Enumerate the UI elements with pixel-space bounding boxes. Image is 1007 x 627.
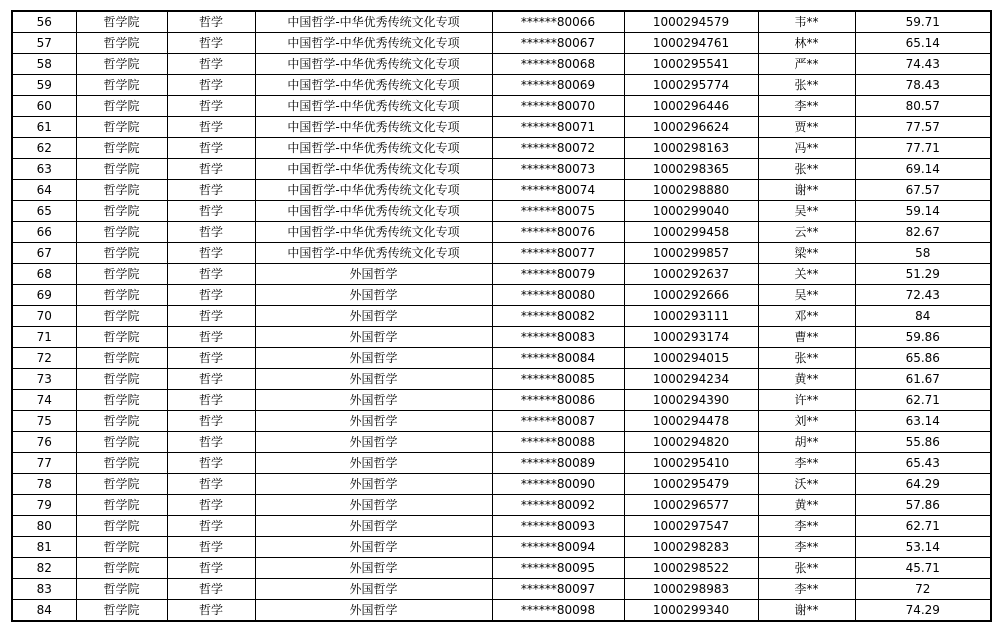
- research-direction-cell: 外国哲学: [255, 453, 492, 474]
- score-cell: 72: [855, 579, 991, 600]
- serial-number-cell: 73: [12, 369, 76, 390]
- masked-id-cell: ******80075: [492, 201, 624, 222]
- serial-number-cell: 68: [12, 264, 76, 285]
- college-cell: 哲学院: [76, 285, 167, 306]
- table-row: [12, 201, 991, 222]
- college-cell: 哲学院: [76, 264, 167, 285]
- exam-number-cell: 1000294579: [624, 11, 758, 33]
- subject-cell: 哲学: [167, 495, 255, 516]
- research-direction-cell: 中国哲学-中华优秀传统文化专项: [255, 54, 492, 75]
- table-row: [12, 138, 991, 159]
- table-row: [12, 600, 991, 622]
- subject-cell: 哲学: [167, 453, 255, 474]
- serial-number-cell: 62: [12, 138, 76, 159]
- exam-number-cell: 1000298522: [624, 558, 758, 579]
- score-cell: 80.57: [855, 96, 991, 117]
- college-cell: 哲学院: [76, 117, 167, 138]
- college-cell: 哲学院: [76, 516, 167, 537]
- table-row: [12, 558, 991, 579]
- subject-cell: 哲学: [167, 33, 255, 54]
- score-cell: 82.67: [855, 222, 991, 243]
- score-cell: 62.71: [855, 390, 991, 411]
- masked-id-cell: ******80076: [492, 222, 624, 243]
- serial-number-cell: 71: [12, 327, 76, 348]
- candidate-name-cell: 林**: [758, 33, 855, 54]
- college-cell: 哲学院: [76, 11, 167, 33]
- serial-number-cell: 63: [12, 159, 76, 180]
- college-cell: 哲学院: [76, 348, 167, 369]
- serial-number-cell: 69: [12, 285, 76, 306]
- college-cell: 哲学院: [76, 243, 167, 264]
- serial-number-cell: 67: [12, 243, 76, 264]
- college-cell: 哲学院: [76, 138, 167, 159]
- table-row: [12, 180, 991, 201]
- research-direction-cell: 外国哲学: [255, 411, 492, 432]
- table-row: [12, 54, 991, 75]
- candidate-name-cell: 吴**: [758, 201, 855, 222]
- research-direction-cell: 中国哲学-中华优秀传统文化专项: [255, 222, 492, 243]
- serial-number-cell: 57: [12, 33, 76, 54]
- masked-id-cell: ******80085: [492, 369, 624, 390]
- exam-number-cell: 1000292637: [624, 264, 758, 285]
- research-direction-cell: 外国哲学: [255, 579, 492, 600]
- candidate-name-cell: 谢**: [758, 180, 855, 201]
- research-direction-cell: 外国哲学: [255, 306, 492, 327]
- serial-number-cell: 70: [12, 306, 76, 327]
- masked-id-cell: ******80082: [492, 306, 624, 327]
- masked-id-cell: ******80087: [492, 411, 624, 432]
- subject-cell: 哲学: [167, 180, 255, 201]
- research-direction-cell: 中国哲学-中华优秀传统文化专项: [255, 117, 492, 138]
- table-row: [12, 264, 991, 285]
- subject-cell: 哲学: [167, 516, 255, 537]
- masked-id-cell: ******80066: [492, 11, 624, 33]
- research-direction-cell: 外国哲学: [255, 558, 492, 579]
- subject-cell: 哲学: [167, 306, 255, 327]
- college-cell: 哲学院: [76, 453, 167, 474]
- score-cell: 62.71: [855, 516, 991, 537]
- exam-number-cell: 1000294820: [624, 432, 758, 453]
- score-cell: 69.14: [855, 159, 991, 180]
- serial-number-cell: 78: [12, 474, 76, 495]
- candidate-name-cell: 严**: [758, 54, 855, 75]
- serial-number-cell: 81: [12, 537, 76, 558]
- score-cell: 55.86: [855, 432, 991, 453]
- masked-id-cell: ******80089: [492, 453, 624, 474]
- research-direction-cell: 中国哲学-中华优秀传统文化专项: [255, 180, 492, 201]
- candidate-name-cell: 贾**: [758, 117, 855, 138]
- subject-cell: 哲学: [167, 537, 255, 558]
- score-cell: 59.71: [855, 11, 991, 33]
- score-cell: 53.14: [855, 537, 991, 558]
- score-cell: 77.57: [855, 117, 991, 138]
- table-row: [12, 117, 991, 138]
- college-cell: 哲学院: [76, 327, 167, 348]
- college-cell: 哲学院: [76, 600, 167, 622]
- serial-number-cell: 79: [12, 495, 76, 516]
- score-cell: 51.29: [855, 264, 991, 285]
- score-cell: 65.14: [855, 33, 991, 54]
- subject-cell: 哲学: [167, 474, 255, 495]
- table-row: [12, 537, 991, 558]
- candidate-name-cell: 黄**: [758, 495, 855, 516]
- exam-number-cell: 1000294478: [624, 411, 758, 432]
- exam-number-cell: 1000298365: [624, 159, 758, 180]
- masked-id-cell: ******80088: [492, 432, 624, 453]
- exam-number-cell: 1000295410: [624, 453, 758, 474]
- exam-number-cell: 1000298983: [624, 579, 758, 600]
- table-row: [12, 348, 991, 369]
- exam-number-cell: 1000298163: [624, 138, 758, 159]
- masked-id-cell: ******80072: [492, 138, 624, 159]
- masked-id-cell: ******80069: [492, 75, 624, 96]
- serial-number-cell: 84: [12, 600, 76, 622]
- serial-number-cell: 60: [12, 96, 76, 117]
- college-cell: 哲学院: [76, 222, 167, 243]
- college-cell: 哲学院: [76, 558, 167, 579]
- exam-number-cell: 1000298880: [624, 180, 758, 201]
- table-row: [12, 474, 991, 495]
- score-cell: 77.71: [855, 138, 991, 159]
- table-row: [12, 369, 991, 390]
- research-direction-cell: 外国哲学: [255, 390, 492, 411]
- research-direction-cell: 中国哲学-中华优秀传统文化专项: [255, 11, 492, 33]
- research-direction-cell: 外国哲学: [255, 348, 492, 369]
- score-cell: 45.71: [855, 558, 991, 579]
- candidate-name-cell: 张**: [758, 75, 855, 96]
- table-row: [12, 243, 991, 264]
- college-cell: 哲学院: [76, 75, 167, 96]
- serial-number-cell: 77: [12, 453, 76, 474]
- table-row: [12, 411, 991, 432]
- score-cell: 61.67: [855, 369, 991, 390]
- subject-cell: 哲学: [167, 222, 255, 243]
- table-row: [12, 285, 991, 306]
- candidate-name-cell: 李**: [758, 537, 855, 558]
- candidate-name-cell: 张**: [758, 348, 855, 369]
- candidate-name-cell: 邓**: [758, 306, 855, 327]
- candidate-name-cell: 梁**: [758, 243, 855, 264]
- subject-cell: 哲学: [167, 327, 255, 348]
- candidate-name-cell: 胡**: [758, 432, 855, 453]
- score-cell: 72.43: [855, 285, 991, 306]
- research-direction-cell: 中国哲学-中华优秀传统文化专项: [255, 96, 492, 117]
- masked-id-cell: ******80090: [492, 474, 624, 495]
- score-cell: 63.14: [855, 411, 991, 432]
- subject-cell: 哲学: [167, 243, 255, 264]
- research-direction-cell: 外国哲学: [255, 474, 492, 495]
- exam-number-cell: 1000294390: [624, 390, 758, 411]
- candidate-name-cell: 韦**: [758, 11, 855, 33]
- exam-number-cell: 1000292666: [624, 285, 758, 306]
- masked-id-cell: ******80079: [492, 264, 624, 285]
- exam-number-cell: 1000293174: [624, 327, 758, 348]
- college-cell: 哲学院: [76, 474, 167, 495]
- table-body: [12, 11, 991, 621]
- masked-id-cell: ******80068: [492, 54, 624, 75]
- research-direction-cell: 中国哲学-中华优秀传统文化专项: [255, 201, 492, 222]
- subject-cell: 哲学: [167, 75, 255, 96]
- table-row: [12, 516, 991, 537]
- college-cell: 哲学院: [76, 390, 167, 411]
- exam-number-cell: 1000297547: [624, 516, 758, 537]
- candidate-name-cell: 张**: [758, 159, 855, 180]
- table-row: [12, 11, 991, 33]
- research-direction-cell: 中国哲学-中华优秀传统文化专项: [255, 243, 492, 264]
- candidate-name-cell: 许**: [758, 390, 855, 411]
- subject-cell: 哲学: [167, 264, 255, 285]
- masked-id-cell: ******80071: [492, 117, 624, 138]
- subject-cell: 哲学: [167, 285, 255, 306]
- subject-cell: 哲学: [167, 348, 255, 369]
- college-cell: 哲学院: [76, 33, 167, 54]
- exam-number-cell: 1000299340: [624, 600, 758, 622]
- college-cell: 哲学院: [76, 495, 167, 516]
- serial-number-cell: 58: [12, 54, 76, 75]
- exam-number-cell: 1000296577: [624, 495, 758, 516]
- college-cell: 哲学院: [76, 579, 167, 600]
- research-direction-cell: 外国哲学: [255, 264, 492, 285]
- table-row: [12, 222, 991, 243]
- serial-number-cell: 80: [12, 516, 76, 537]
- college-cell: 哲学院: [76, 180, 167, 201]
- exam-number-cell: 1000295541: [624, 54, 758, 75]
- college-cell: 哲学院: [76, 54, 167, 75]
- research-direction-cell: 外国哲学: [255, 516, 492, 537]
- table-row: [12, 432, 991, 453]
- subject-cell: 哲学: [167, 11, 255, 33]
- masked-id-cell: ******80067: [492, 33, 624, 54]
- masked-id-cell: ******80094: [492, 537, 624, 558]
- candidate-name-cell: 冯**: [758, 138, 855, 159]
- masked-id-cell: ******80080: [492, 285, 624, 306]
- exam-number-cell: 1000295774: [624, 75, 758, 96]
- masked-id-cell: ******80092: [492, 495, 624, 516]
- research-direction-cell: 外国哲学: [255, 537, 492, 558]
- research-direction-cell: 外国哲学: [255, 327, 492, 348]
- research-direction-cell: 中国哲学-中华优秀传统文化专项: [255, 138, 492, 159]
- table-row: [12, 96, 991, 117]
- candidate-name-cell: 张**: [758, 558, 855, 579]
- serial-number-cell: 65: [12, 201, 76, 222]
- college-cell: 哲学院: [76, 369, 167, 390]
- score-cell: 74.29: [855, 600, 991, 622]
- research-direction-cell: 外国哲学: [255, 369, 492, 390]
- exam-number-cell: 1000298283: [624, 537, 758, 558]
- serial-number-cell: 56: [12, 11, 76, 33]
- score-cell: 64.29: [855, 474, 991, 495]
- table-row: [12, 75, 991, 96]
- college-cell: 哲学院: [76, 96, 167, 117]
- masked-id-cell: ******80074: [492, 180, 624, 201]
- exam-number-cell: 1000294234: [624, 369, 758, 390]
- research-direction-cell: 外国哲学: [255, 495, 492, 516]
- candidate-name-cell: 李**: [758, 579, 855, 600]
- research-direction-cell: 中国哲学-中华优秀传统文化专项: [255, 33, 492, 54]
- exam-number-cell: 1000296624: [624, 117, 758, 138]
- research-direction-cell: 外国哲学: [255, 285, 492, 306]
- candidate-name-cell: 关**: [758, 264, 855, 285]
- research-direction-cell: 外国哲学: [255, 432, 492, 453]
- exam-number-cell: 1000299857: [624, 243, 758, 264]
- serial-number-cell: 75: [12, 411, 76, 432]
- score-table: [11, 10, 992, 622]
- research-direction-cell: 外国哲学: [255, 600, 492, 622]
- candidate-name-cell: 李**: [758, 453, 855, 474]
- score-cell: 78.43: [855, 75, 991, 96]
- score-cell: 74.43: [855, 54, 991, 75]
- table-row: [12, 495, 991, 516]
- college-cell: 哲学院: [76, 306, 167, 327]
- masked-id-cell: ******80073: [492, 159, 624, 180]
- exam-number-cell: 1000295479: [624, 474, 758, 495]
- score-cell: 65.86: [855, 348, 991, 369]
- exam-number-cell: 1000293111: [624, 306, 758, 327]
- candidate-name-cell: 吴**: [758, 285, 855, 306]
- score-cell: 58: [855, 243, 991, 264]
- research-direction-cell: 中国哲学-中华优秀传统文化专项: [255, 75, 492, 96]
- masked-id-cell: ******80097: [492, 579, 624, 600]
- table-row: [12, 306, 991, 327]
- table-row: [12, 390, 991, 411]
- candidate-name-cell: 黄**: [758, 369, 855, 390]
- masked-id-cell: ******80093: [492, 516, 624, 537]
- candidate-name-cell: 李**: [758, 516, 855, 537]
- table-row: [12, 453, 991, 474]
- score-cell: 57.86: [855, 495, 991, 516]
- subject-cell: 哲学: [167, 201, 255, 222]
- subject-cell: 哲学: [167, 432, 255, 453]
- score-cell: 65.43: [855, 453, 991, 474]
- score-cell: 59.14: [855, 201, 991, 222]
- subject-cell: 哲学: [167, 369, 255, 390]
- college-cell: 哲学院: [76, 537, 167, 558]
- masked-id-cell: ******80098: [492, 600, 624, 622]
- masked-id-cell: ******80086: [492, 390, 624, 411]
- masked-id-cell: ******80084: [492, 348, 624, 369]
- research-direction-cell: 中国哲学-中华优秀传统文化专项: [255, 159, 492, 180]
- masked-id-cell: ******80083: [492, 327, 624, 348]
- college-cell: 哲学院: [76, 159, 167, 180]
- subject-cell: 哲学: [167, 579, 255, 600]
- serial-number-cell: 64: [12, 180, 76, 201]
- subject-cell: 哲学: [167, 96, 255, 117]
- subject-cell: 哲学: [167, 54, 255, 75]
- college-cell: 哲学院: [76, 411, 167, 432]
- candidate-name-cell: 李**: [758, 96, 855, 117]
- score-cell: 67.57: [855, 180, 991, 201]
- serial-number-cell: 83: [12, 579, 76, 600]
- college-cell: 哲学院: [76, 432, 167, 453]
- exam-number-cell: 1000296446: [624, 96, 758, 117]
- table-row: [12, 327, 991, 348]
- serial-number-cell: 59: [12, 75, 76, 96]
- exam-number-cell: 1000294015: [624, 348, 758, 369]
- subject-cell: 哲学: [167, 558, 255, 579]
- subject-cell: 哲学: [167, 117, 255, 138]
- serial-number-cell: 82: [12, 558, 76, 579]
- exam-number-cell: 1000299458: [624, 222, 758, 243]
- exam-number-cell: 1000299040: [624, 201, 758, 222]
- candidate-name-cell: 云**: [758, 222, 855, 243]
- subject-cell: 哲学: [167, 411, 255, 432]
- serial-number-cell: 72: [12, 348, 76, 369]
- table-row: [12, 579, 991, 600]
- subject-cell: 哲学: [167, 138, 255, 159]
- serial-number-cell: 66: [12, 222, 76, 243]
- subject-cell: 哲学: [167, 159, 255, 180]
- score-cell: 84: [855, 306, 991, 327]
- subject-cell: 哲学: [167, 390, 255, 411]
- masked-id-cell: ******80070: [492, 96, 624, 117]
- candidate-name-cell: 谢**: [758, 600, 855, 622]
- college-cell: 哲学院: [76, 201, 167, 222]
- serial-number-cell: 61: [12, 117, 76, 138]
- serial-number-cell: 74: [12, 390, 76, 411]
- candidate-name-cell: 刘**: [758, 411, 855, 432]
- exam-number-cell: 1000294761: [624, 33, 758, 54]
- serial-number-cell: 76: [12, 432, 76, 453]
- masked-id-cell: ******80077: [492, 243, 624, 264]
- table-row: [12, 159, 991, 180]
- subject-cell: 哲学: [167, 600, 255, 622]
- masked-id-cell: ******80095: [492, 558, 624, 579]
- table-row: [12, 33, 991, 54]
- candidate-name-cell: 沃**: [758, 474, 855, 495]
- candidate-name-cell: 曹**: [758, 327, 855, 348]
- score-cell: 59.86: [855, 327, 991, 348]
